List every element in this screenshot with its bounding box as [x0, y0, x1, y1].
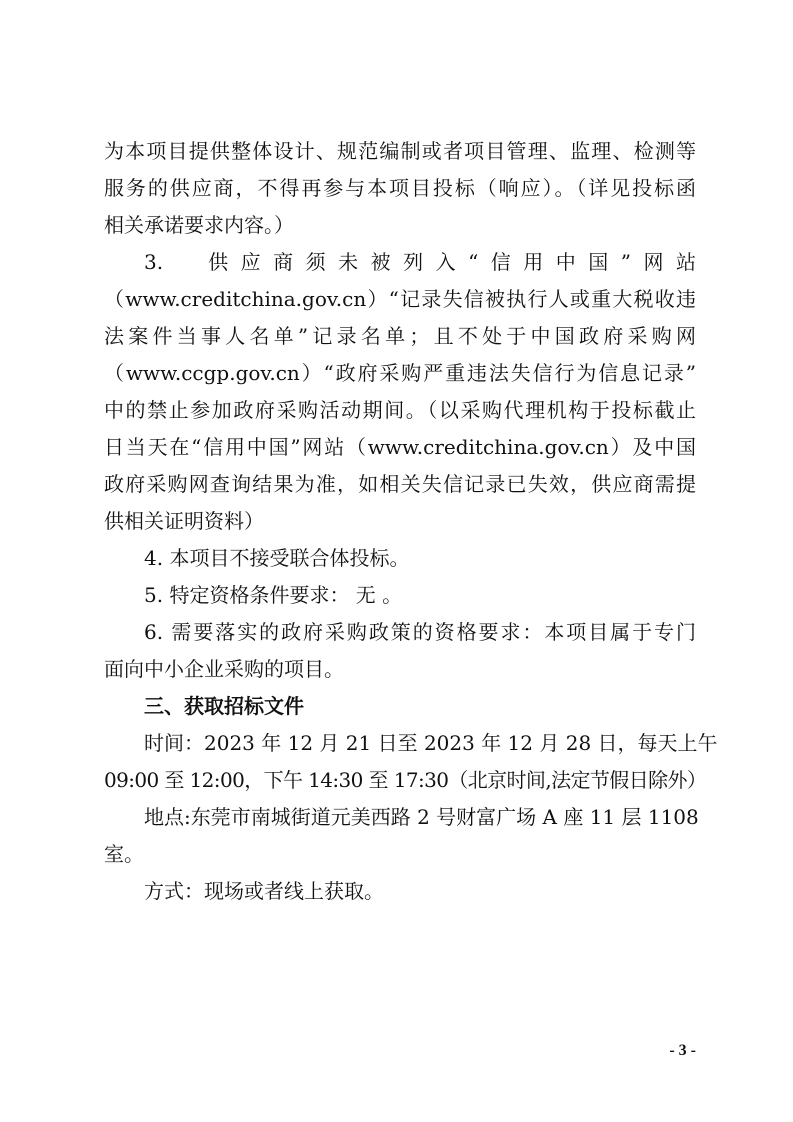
- text-line: 为本项目提供整体设计、规范编制或者项目管理、监理、检测等: [104, 139, 696, 163]
- text-line: 09:00 至 12:00，下午 14:30 至 17:30（北京时间,法定节假日除外）: [104, 768, 707, 792]
- text-line: 地点:东莞市南城街道元美西路 2 号财富广场 A 座 11 层 1108: [144, 805, 699, 829]
- paragraph-item-4: [104, 540, 696, 577]
- paragraph-location: [104, 799, 699, 873]
- text-line: 供相关证明资料）: [104, 509, 264, 533]
- text-line: 时间：2023 年 12 月 21 日至 2023 年 12 月 28 日，每天上午: [144, 731, 718, 755]
- text-line: 3. 供应商须未被列入“信用中国”网站: [144, 250, 696, 274]
- text-line: 4. 本项目不接受联合体投标。: [144, 546, 410, 570]
- text-line: 相关承诺要求内容。）: [104, 213, 294, 237]
- paragraph-item-6: [104, 614, 696, 688]
- text-line: 服务的供应商，不得再参与本项目投标（响应）。（详见投标函: [104, 176, 696, 200]
- paragraph-item-3: [104, 244, 696, 540]
- text-line: 面向中小企业采购的项目。: [104, 657, 344, 681]
- text-line: 5. 特定资格条件要求： 无 。: [144, 583, 403, 607]
- text-line: 方式：现场或者线上获取。: [144, 879, 384, 903]
- text-line: 日当天在“信用中国”网站（www.creditchina.gov.cn）及中国: [104, 435, 696, 459]
- section-heading: [104, 688, 696, 725]
- text-line: 中的禁止参加政府采购活动期间。（以采购代理机构于投标截止: [104, 398, 696, 422]
- text-line: 政府采购网查询结果为准，如相关失信记录已失效，供应商需提: [104, 472, 696, 496]
- page-number: - 3 -: [669, 1042, 696, 1059]
- paragraph-item-5: [104, 577, 696, 614]
- text-line: 法案件当事人名单”记录名单；且不处于中国政府采购网: [104, 324, 696, 348]
- paragraph-continued: [104, 133, 696, 244]
- text-line: 6. 需要落实的政府采购政策的资格要求：本项目属于专门: [144, 620, 696, 644]
- text-line: 室。: [104, 842, 144, 866]
- text-line: （www.ccgp.gov.cn）“政府采购严重违法失信行为信息记录”: [104, 361, 696, 385]
- heading-text: 三、获取招标文件: [144, 694, 304, 718]
- text-line: （www.creditchina.gov.cn）“记录失信被执行人或重大税收违: [104, 287, 696, 311]
- body-text: [104, 133, 718, 910]
- paragraph-method: [104, 873, 696, 910]
- paragraph-time: [104, 725, 718, 799]
